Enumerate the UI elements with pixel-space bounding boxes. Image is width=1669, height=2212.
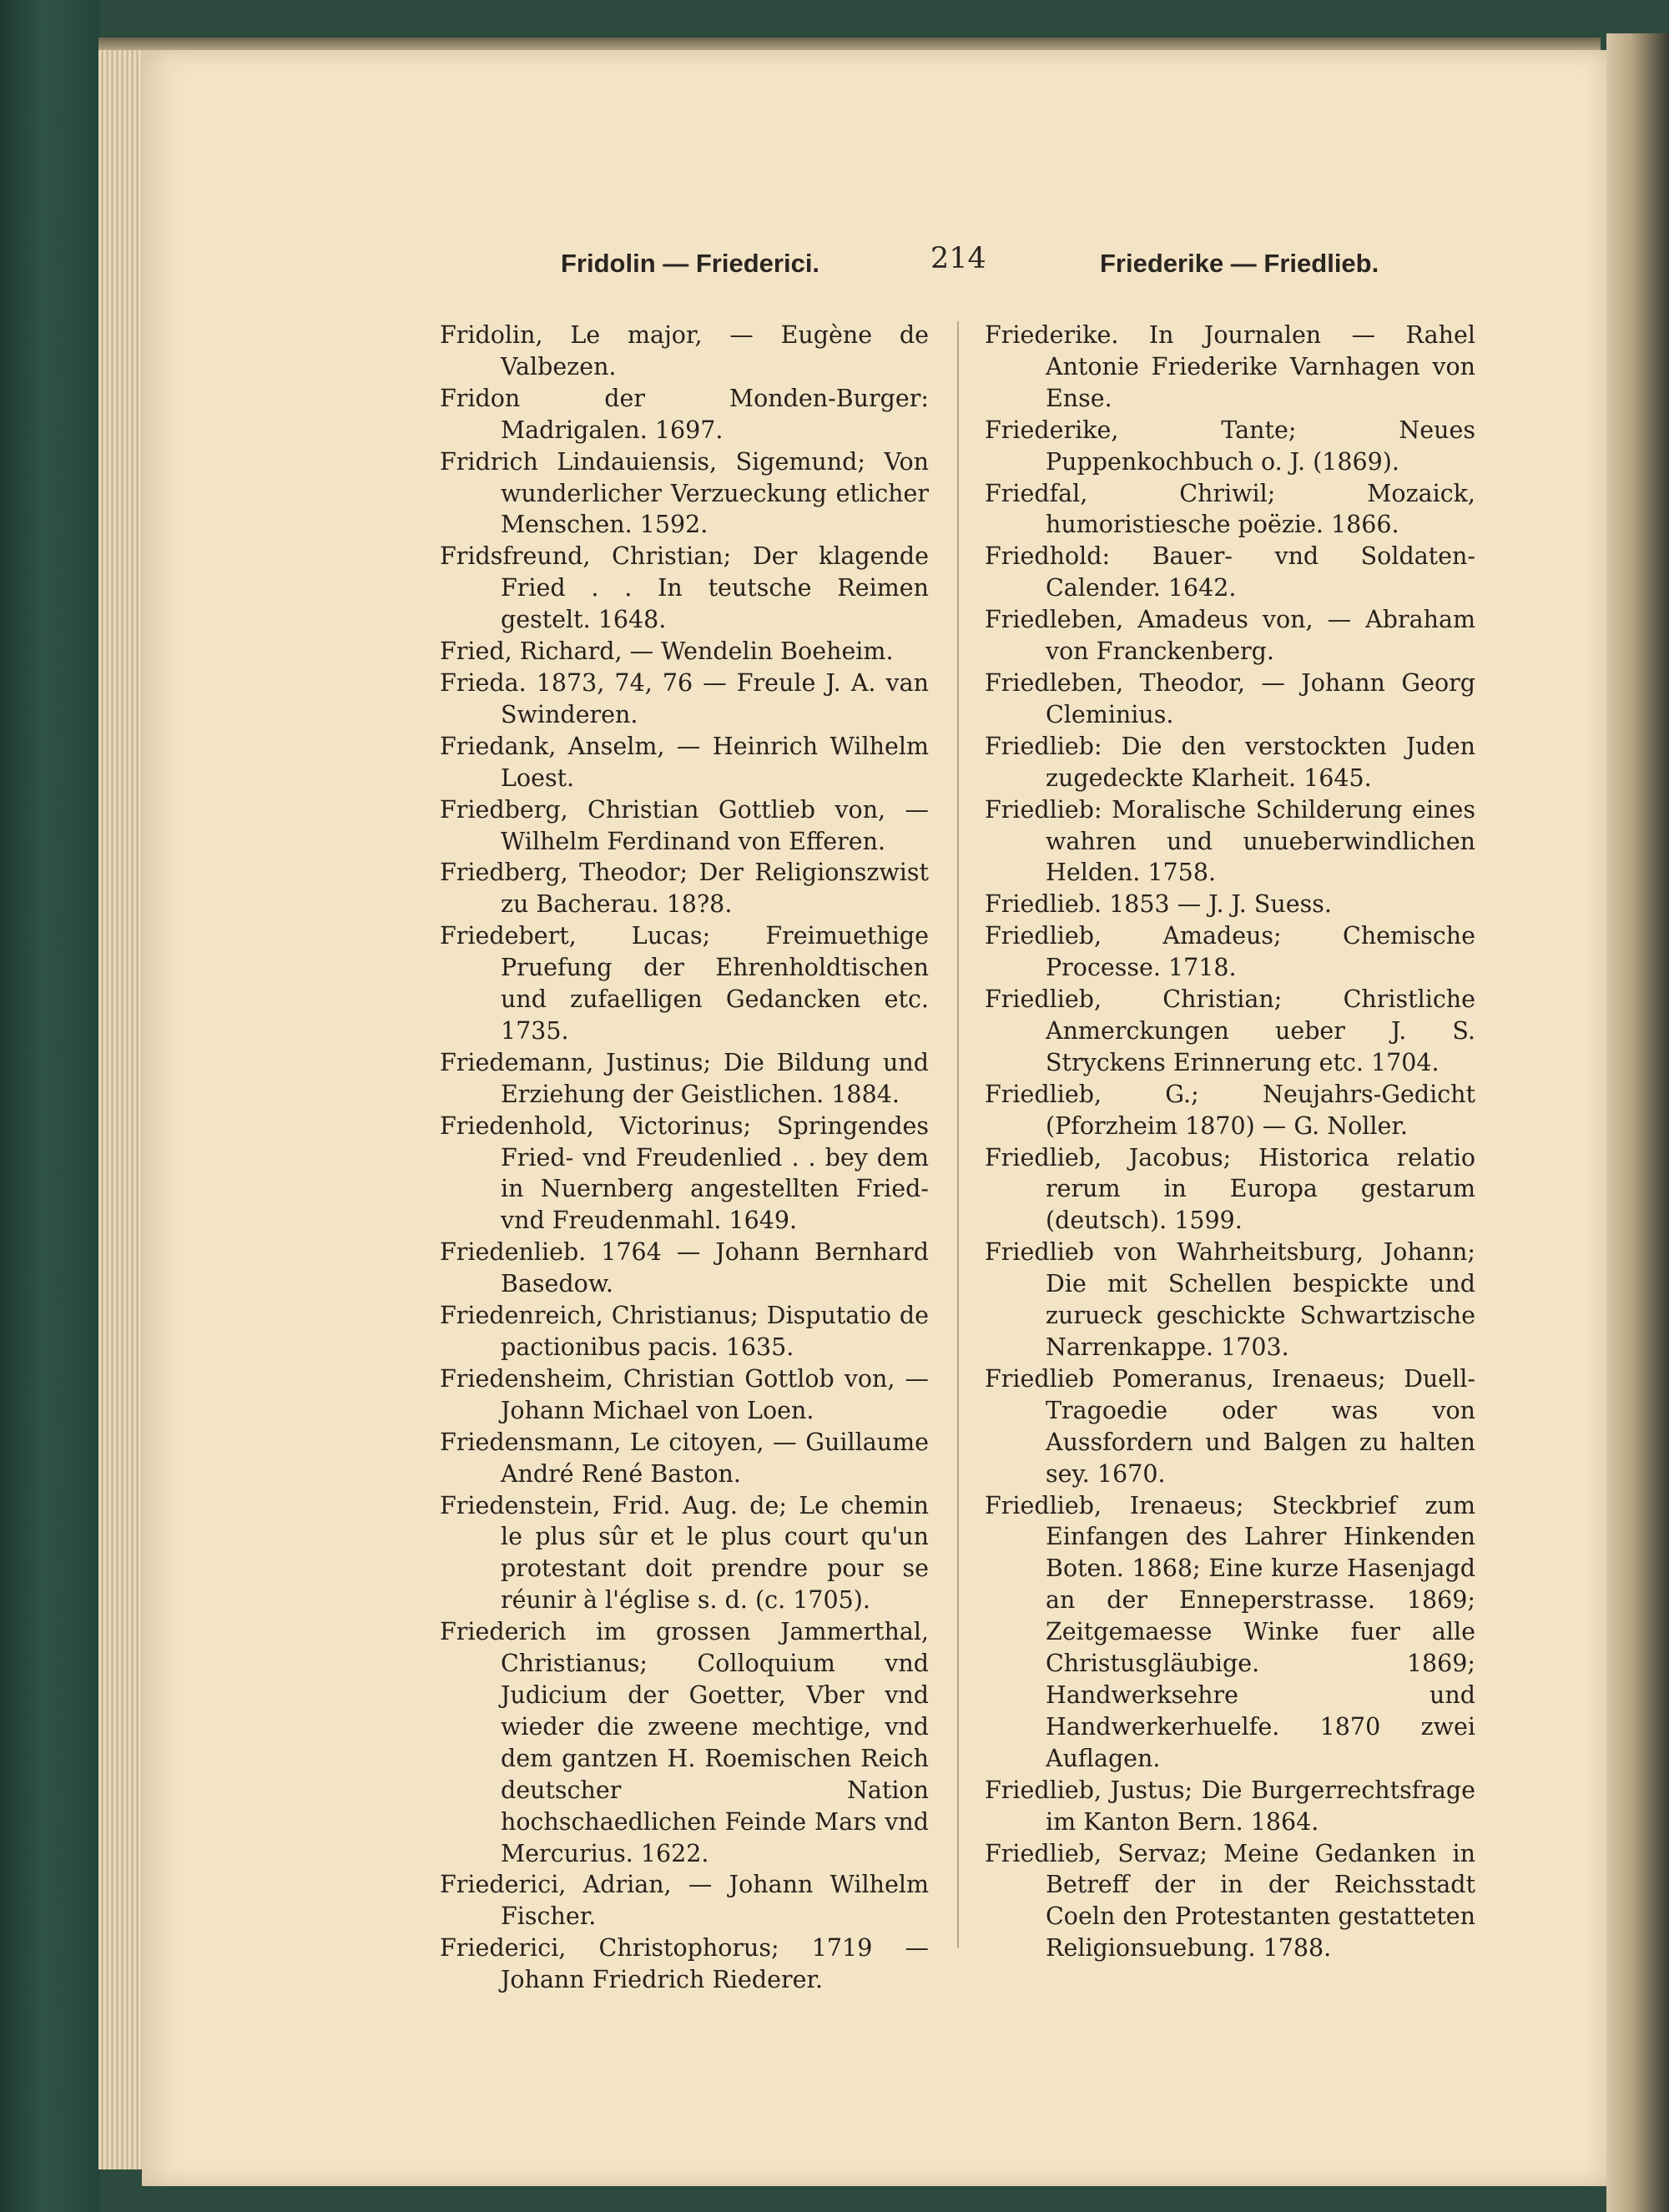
index-entry: Friedlieb, G.; Neujahrs-Gedicht (Pforzheim 1870) — G. Noller. [985, 1080, 1475, 1140]
index-entry: Friedfal, Chriwil; Mozaick, humoristiesche poëzie. 1866. [985, 479, 1475, 539]
page-number: 214 [930, 242, 986, 275]
index-entry: Fridon der Monden-Burger: Madrigalen. 1697. [440, 384, 929, 444]
index-entry: Friedlieb Pomeranus, Irenaeus; Duell-Tragoedie oder was von Aussfordern und Balgen zu halten sey. 1670. [985, 1364, 1475, 1488]
index-entry: Friedenlieb. 1764 — Johann Bernhard Basedow. [440, 1238, 929, 1298]
index-entry: Friedlieb, Jacobus; Historica relatio rerum in Europa gestarum (deutsch). 1599. [985, 1143, 1475, 1235]
index-entry: Friedlieb. 1853 — J. J. Suess. [985, 890, 1332, 919]
index-entry: Friedlieb, Amadeus; Chemische Processe. 1718. [985, 922, 1475, 982]
index-entry: Fridrich Lindauiensis, Sigemund; Von wunderlicher Verzueckung etlicher Menschen. 1592. [440, 447, 929, 539]
right-column [985, 320, 1475, 1964]
index-entry: Friedlieb, Christian; Christliche Anmerckungen ueber J. S. Stryckens Erinnerung etc. 1704. [985, 985, 1475, 1076]
index-entry: Friedenreich, Christianus; Disputatio de pactionibus pacis. 1635. [440, 1302, 929, 1361]
index-entry: Friedemann, Justinus; Die Bildung und Erziehung der Geistlichen. 1884. [440, 1048, 929, 1108]
index-entry: Friedank, Anselm, — Heinrich Wilhelm Loest. [440, 732, 929, 792]
index-entry: Friedebert, Lucas; Freimuethige Pruefung der Ehrenholdtischen und zufaelligen Gedancken etc. 1735. [440, 922, 929, 1045]
index-entry: Friedberg, Christian Gottlieb von, — Wilhelm Ferdinand von Efferen. [440, 795, 929, 855]
running-header-right: Friederike — Friedlieb. [1100, 249, 1379, 278]
index-entry: Friederike. In Journalen — Rahel Antonie Friederike Varnhagen von Ense. [985, 321, 1475, 412]
index-entry: Fried, Richard, — Wendelin Boeheim. [440, 637, 894, 666]
index-entry: Friederike, Tante; Neues Puppenkochbuch o. J. (1869). [985, 416, 1475, 476]
index-entry: Friedensmann, Le citoyen, — Guillaume André René Baston. [440, 1428, 929, 1488]
page-edges [98, 50, 149, 2169]
index-entry: Friederich im grossen Jammerthal, Christianus; Colloquium vnd Judicium der Goetter, Vber vnd wieder die zweene mechtige, vnd dem gantzen H. Roemischen Reich deutscher Nation hochschaedlichen Feinde Mars vnd Mercurius. 1622. [440, 1618, 929, 1867]
index-entry: Friedlieb, Servaz; Meine Gedanken in Betreff der in der Reichsstadt Coeln den Protestanten gestatteten Religionsuebung. 1788. [985, 1839, 1475, 1963]
index-entry: Friedlieb, Justus; Die Burgerrechtsfrage im Kanton Bern. 1864. [985, 1776, 1475, 1836]
column-divider [957, 321, 959, 1948]
index-entry: Friedlieb: Moralische Schilderung eines wahren und unueberwindlichen Helden. 1758. [985, 795, 1475, 887]
book-cover [0, 0, 100, 2212]
running-header-left: Fridolin — Friederici. [561, 249, 820, 278]
index-entry: Friedhold: Bauer- vnd Soldaten-Calender. 1642. [985, 542, 1475, 602]
index-entry: Friedleben, Amadeus von, — Abraham von Franckenberg. [985, 606, 1475, 666]
left-column [440, 320, 929, 1996]
index-entry: Friedlieb: Die den verstockten Juden zugedeckte Klarheit. 1645. [985, 732, 1475, 792]
index-entry: Friederici, Christophorus; 1719 — Johann Friedrich Riederer. [440, 1934, 929, 1994]
index-entry: Friedenhold, Victorinus; Springendes Fried- vnd Freudenlied . . bey dem in Nuernberg angestellten Fried- vnd Freudenmahl. 1649. [440, 1111, 929, 1235]
index-entry: Friedlieb von Wahrheitsburg, Johann; Die mit Schellen bespickte und zurueck geschickte Schwartzische Narrenkappe. 1703. [985, 1238, 1475, 1361]
index-entry: Friedberg, Theodor; Der Religionszwist zu Bacherau. 18?8. [440, 859, 929, 919]
index-entry: Fridsfreund, Christian; Der klagende Fried . . In teutsche Reimen gestelt. 1648. [440, 542, 929, 634]
index-entry: Friederici, Adrian, — Johann Wilhelm Fischer. [440, 1871, 929, 1931]
index-entry: Friedleben, Theodor, — Johann Georg Cleminius. [985, 668, 1475, 728]
index-entry: Fridolin, Le major, — Eugène de Valbezen. [440, 321, 929, 380]
index-entry: Frieda. 1873, 74, 76 — Freule J. A. van Swinderen. [440, 668, 929, 728]
index-entry: Friedlieb, Irenaeus; Steckbrief zum Einfangen des Lahrer Hinkenden Boten. 1868; Eine kurze Hasenjagd an der Enneperstrasse. 1869; Zeitgemaesse Winke fuer alle Christusgläubige. 1869; Handwerksehre und Handwerkerhuelfe. 1870 zwei Auflagen. [985, 1491, 1475, 1772]
next-page-edge [1606, 33, 1669, 2212]
index-entry: Friedensheim, Christian Gottlob von, — Johann Michael von Loen. [440, 1364, 929, 1424]
index-entry: Friedenstein, Frid. Aug. de; Le chemin le plus sûr et le plus court qu'un protestant doit prendre pour se réunir à l'église s. d. (c. 1705). [440, 1491, 929, 1615]
